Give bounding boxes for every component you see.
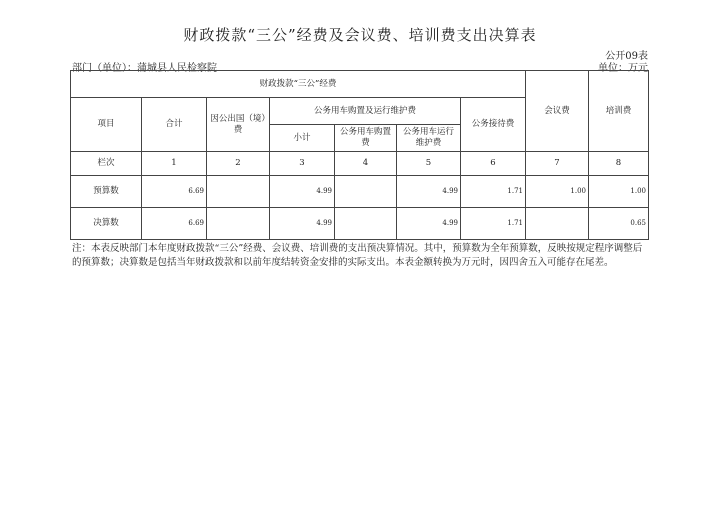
table-cell [335, 176, 397, 208]
column-number-cell: 3 [270, 152, 335, 176]
unit-label: 单位：万元 [598, 63, 648, 74]
header-meeting: 会议费 [526, 71, 589, 152]
table-cell [207, 176, 270, 208]
header-item: 项目 [71, 98, 142, 152]
header-total: 合计 [142, 98, 207, 152]
table-cell: 6.69 [142, 176, 207, 208]
table-row-budget [71, 176, 649, 208]
header-training: 培训费 [589, 71, 649, 152]
column-number-label: 栏次 [71, 152, 142, 176]
column-number-row [71, 152, 649, 176]
table-cell: 4.99 [270, 208, 335, 240]
table-cell: 0.65 [589, 208, 649, 240]
column-number-cell: 7 [526, 152, 589, 176]
department-label: 部门（单位）：蒲城县人民检察院 [72, 63, 217, 74]
column-number-cell: 1 [142, 152, 207, 176]
table-cell [526, 208, 589, 240]
header-sangong-group: 财政拨款“三公”经费 [71, 71, 526, 98]
table-cell: 4.99 [270, 176, 335, 208]
table-cell [335, 208, 397, 240]
row-label: 预算数 [71, 176, 142, 208]
header-row-1 [71, 71, 649, 98]
column-number-cell: 4 [335, 152, 397, 176]
footnote: 注：本表反映部门本年度财政拨款“三公”经费、会议费、培训费的支出预决算情况。其中，预算数为全年预算数，反映按规定程序调整后的预算数；决算数是包括当年财政拨款和以前年度结转资金安排的实际支出。本表金额转换为万元时，因四舍五入可能存在尾差。 [72, 243, 643, 268]
table-cell [207, 208, 270, 240]
header-vehicle-purchase: 公务用车购置费 [335, 125, 397, 152]
form-number: 公开09表 [605, 51, 648, 62]
column-number-cell: 8 [589, 152, 649, 176]
column-number-cell: 2 [207, 152, 270, 176]
table-cell: 1.71 [461, 176, 526, 208]
row-label: 决算数 [71, 208, 142, 240]
table-cell: 1.00 [526, 176, 589, 208]
table-cell: 4.99 [397, 208, 461, 240]
header-subtotal: 小计 [270, 125, 335, 152]
table-cell: 1.71 [461, 208, 526, 240]
page-title: 财政拨款“三公”经费及会议费、培训费支出决算表 [183, 26, 537, 44]
column-number-cell: 6 [461, 152, 526, 176]
expenditure-table [70, 70, 649, 240]
table-cell: 1.00 [589, 176, 649, 208]
table-cell: 4.99 [397, 176, 461, 208]
table-cell: 6.69 [142, 208, 207, 240]
header-vehicle-maintenance: 公务用车运行维护费 [397, 125, 461, 152]
table-row-final [71, 208, 649, 240]
column-number-cell: 5 [397, 152, 461, 176]
header-vehicle-group: 公务用车购置及运行维护费 [270, 98, 461, 125]
header-abroad: 因公出国（境）费 [207, 98, 270, 152]
header-reception: 公务接待费 [461, 98, 526, 152]
